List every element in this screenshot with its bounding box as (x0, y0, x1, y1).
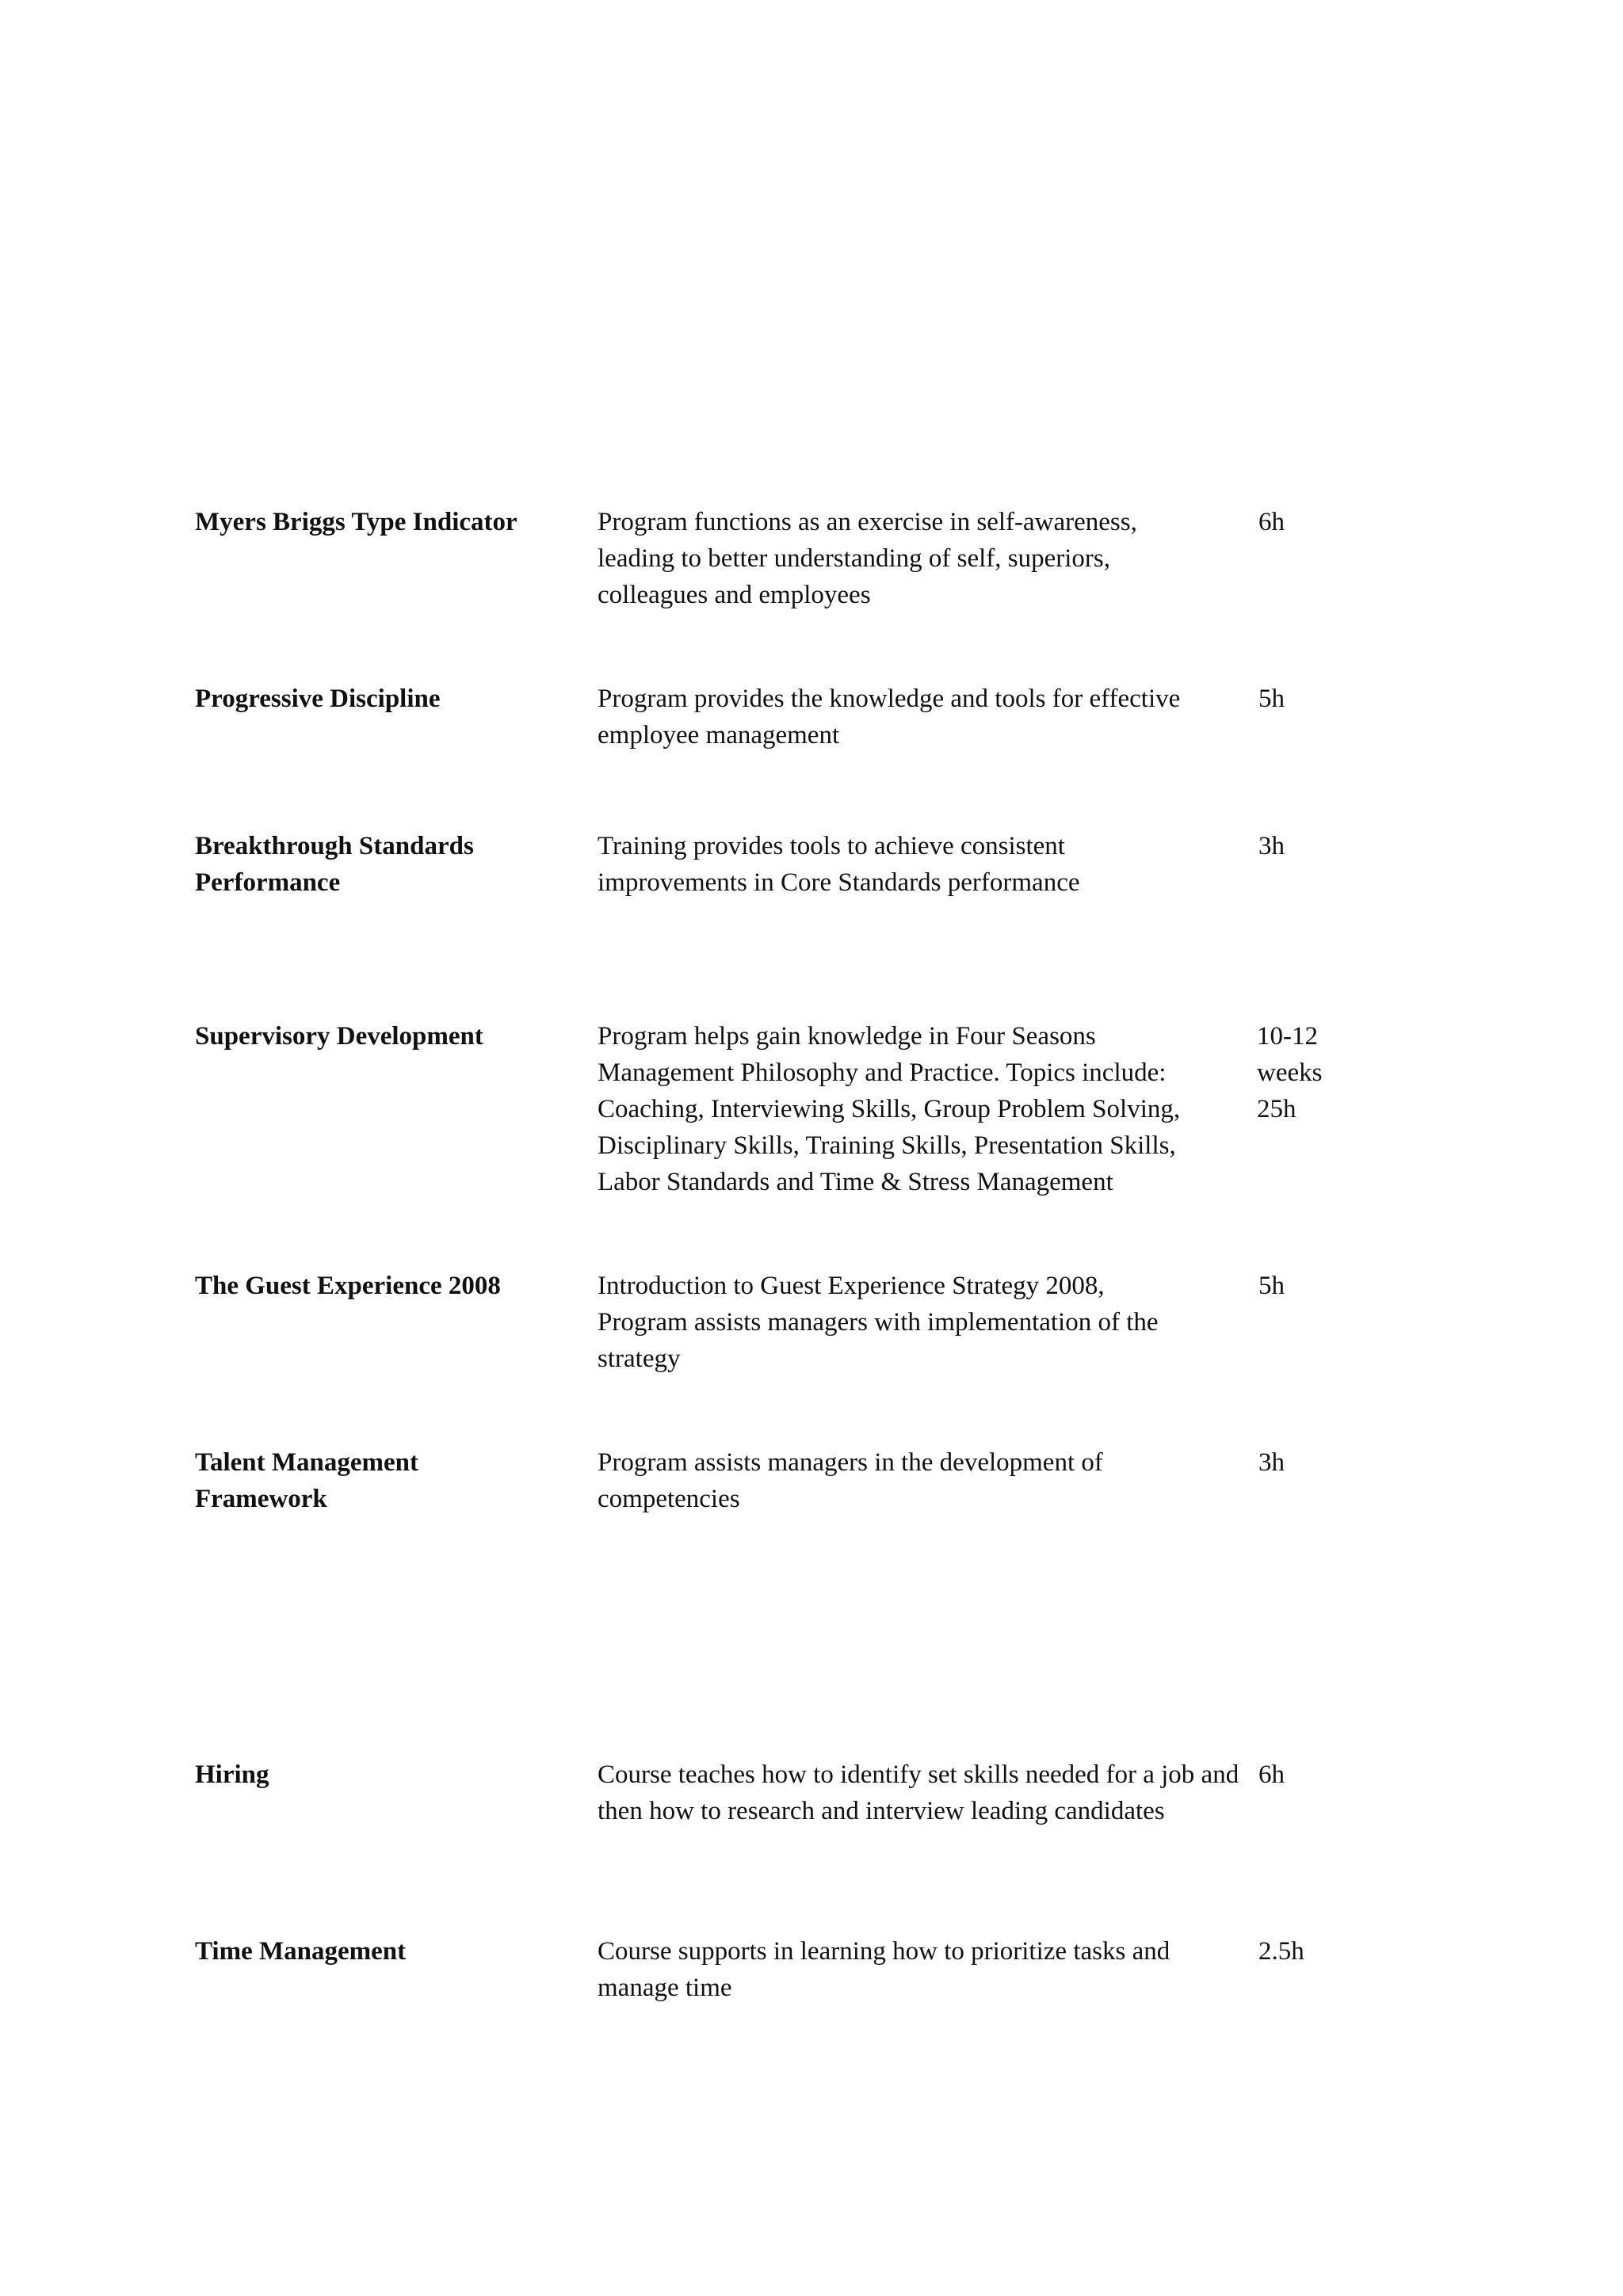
course-duration: 3h (1258, 1448, 1285, 1477)
course-title: Breakthrough Standards Performance (195, 832, 474, 897)
course-duration: 6h (1258, 1760, 1285, 1789)
course-duration: 2.5h (1258, 1937, 1304, 1966)
course-title: Supervisory Development (195, 1022, 483, 1051)
course-duration: 5h (1258, 1272, 1285, 1300)
course-title: Time Management (195, 1937, 407, 1966)
course-title: Myers Briggs Type Indicator (195, 508, 517, 536)
course-duration: 5h (1258, 685, 1285, 713)
course-description: Training provides tools to achieve consistent improvements in Core Standards performance (598, 832, 1080, 897)
course-duration: 3h (1258, 832, 1285, 860)
course-description: Program provides the knowledge and tools for effective employee management (598, 685, 1181, 749)
course-title: Talent Management Framework (195, 1448, 419, 1513)
course-duration: 6h (1258, 508, 1285, 536)
course-description: Program assists managers in the development of competencies (598, 1448, 1103, 1513)
course-description: Course teaches how to identify set skills needed for a job and then how to research and interview leading candidates (598, 1760, 1239, 1825)
course-description: Introduction to Guest Experience Strategy 2008, Program assists managers with implementation of the strategy (598, 1272, 1159, 1373)
course-duration: 10-12 weeks 25h (1257, 1022, 1323, 1123)
course-title: Hiring (195, 1760, 269, 1789)
course-description: Program functions as an exercise in self-awareness, leading to better understanding of self, superiors, colleagues and employees (598, 508, 1137, 609)
course-description: Course supports in learning how to prioritize tasks and manage time (598, 1937, 1170, 2002)
course-description: Program helps gain knowledge in Four Seasons Management Philosophy and Practice. Topics include: Coaching, Interviewing Skills, Group Problem Solving, Disciplinary Skills, Training Skills, Presentation Skills, Labor Standards and Time & Stress Management (598, 1022, 1181, 1196)
course-title: The Guest Experience 2008 (195, 1272, 501, 1300)
course-title: Progressive Discipline (195, 685, 441, 713)
